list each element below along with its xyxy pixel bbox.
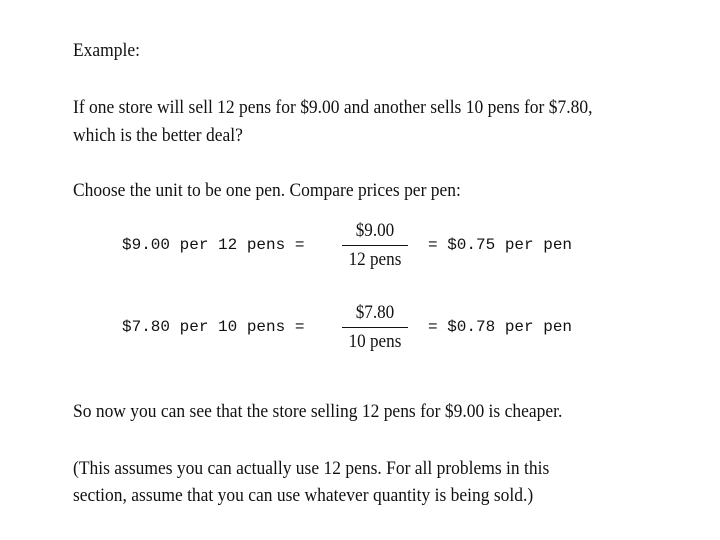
question-line-2: which is the better deal? [73, 125, 243, 146]
equation-1-numerator: $9.00 [355, 220, 395, 241]
equation-1-denominator: 12 pens [348, 249, 402, 270]
equation-2-denominator: 10 pens [348, 331, 402, 352]
equation-1-fraction [342, 220, 408, 271]
equation-2-fraction [342, 302, 408, 353]
equation-2-left: $7.80 per 10 pens = [122, 318, 305, 336]
question-line-1: If one store will sell 12 pens for $9.00 and another sells 10 pens for $7.80, [73, 97, 593, 118]
equation-2-numerator: $7.80 [355, 302, 395, 323]
equation-2-result: = $0.78 per pen [428, 318, 573, 336]
conclusion-text: So now you can see that the store selling 12 pens for $9.00 is cheaper. [73, 401, 563, 422]
equation-1-result: = $0.75 per pen [428, 236, 573, 254]
equation-1-left: $9.00 per 12 pens = [122, 236, 305, 254]
example-heading: Example: [73, 40, 140, 61]
note-line-1: (This assumes you can actually use 12 pens. For all problems in this [73, 458, 550, 479]
unit-statement: Choose the unit to be one pen. Compare prices per pen: [73, 180, 461, 201]
note-line-2: section, assume that you can use whatever quantity is being sold.) [73, 485, 534, 506]
fraction-bar [342, 327, 408, 328]
fraction-bar [342, 245, 408, 246]
